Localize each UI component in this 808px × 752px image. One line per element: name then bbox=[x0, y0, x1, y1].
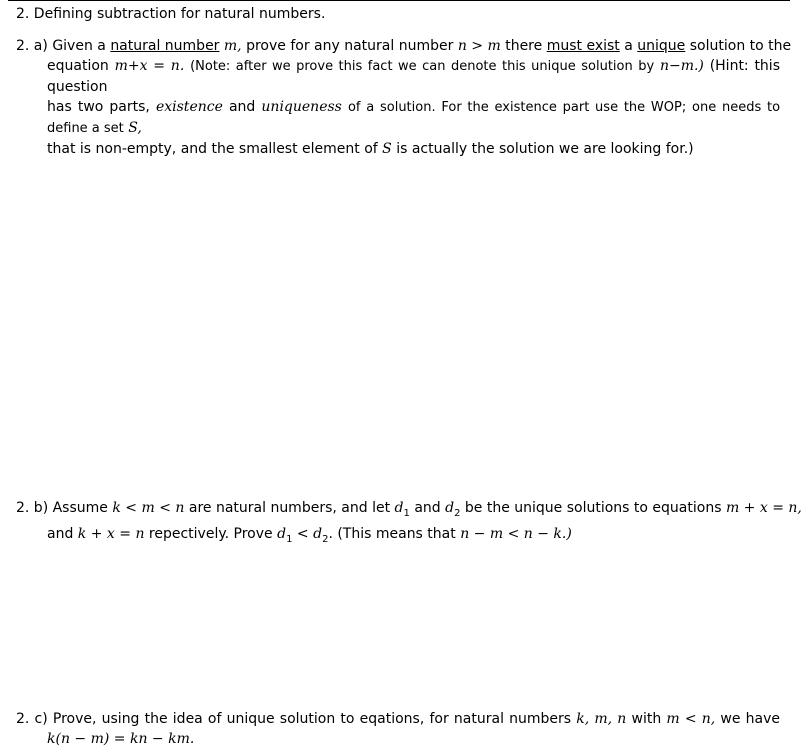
underlined-term: natural number bbox=[110, 38, 220, 54]
question-2a bbox=[16, 36, 792, 159]
question-2a-line-4: that is non-empty, and the smallest element of S is actually the solution we are looking for.) bbox=[47, 141, 694, 157]
math: k + x = n bbox=[77, 525, 145, 542]
math: k < m < n bbox=[112, 500, 185, 516]
emphasis: uniqueness bbox=[261, 99, 342, 115]
section-heading: 2. Defining subtraction for natural numbers. bbox=[16, 6, 326, 22]
math: k(n − m) = kn − km. bbox=[47, 731, 195, 747]
question-2a-line-1: 2. a) Given a natural number m, prove for any natural number n > m there must exist a unique solution to the bbox=[16, 38, 792, 54]
emphasis: existence bbox=[155, 99, 223, 115]
question-2a-line-3: has two parts, existence and uniqueness of a solution. For the existence part use the WOP; one needs to define a set S, bbox=[47, 99, 781, 136]
math: $d_2$ bbox=[445, 500, 461, 519]
math: n − m < n − k.) bbox=[460, 525, 572, 542]
question-2c bbox=[16, 709, 780, 749]
math: $d_1$ bbox=[394, 500, 410, 519]
math: $d_1 < d_2$ bbox=[277, 525, 329, 545]
math: n−m.) bbox=[659, 58, 704, 74]
underlined-term: must exist bbox=[546, 38, 620, 54]
question-2c-line-1: 2. c) Prove, using the idea of unique solution to eqations, for natural numbers k, m, n with m < n, we have bbox=[16, 711, 781, 727]
math: m + x = n, bbox=[725, 500, 802, 516]
question-2c-line-2 bbox=[16, 729, 780, 749]
question-label: 2. b) bbox=[16, 500, 49, 516]
math: m, bbox=[223, 38, 242, 54]
question-label: 2. a) bbox=[16, 38, 48, 54]
question-2b bbox=[16, 498, 802, 550]
question-2a-line-2: equation m+x = n. (Note: after we prove this fact we can denote this unique solution by n−m.) (Hint: this question bbox=[47, 58, 780, 95]
question-2b-line-1: 2. b) Assume k < m < n are natural numbers, and let $d_1$ and $d_2$ be the unique solutions to equations m + x = n, bbox=[16, 500, 802, 519]
math: m+x = n. bbox=[114, 58, 185, 74]
math: S bbox=[382, 141, 392, 157]
top-rule bbox=[8, 0, 790, 1]
question-2b-line-2: and k + x = n repectively. Prove $d_1 < d_2$. (This means that n − m < n − k.) bbox=[47, 525, 572, 545]
math: n > m bbox=[457, 38, 501, 54]
math: m < n, bbox=[666, 711, 716, 727]
question-label: 2. c) bbox=[16, 711, 48, 727]
math: k, m, n bbox=[576, 711, 627, 727]
math: S, bbox=[128, 120, 142, 136]
underlined-term: unique bbox=[637, 38, 686, 54]
